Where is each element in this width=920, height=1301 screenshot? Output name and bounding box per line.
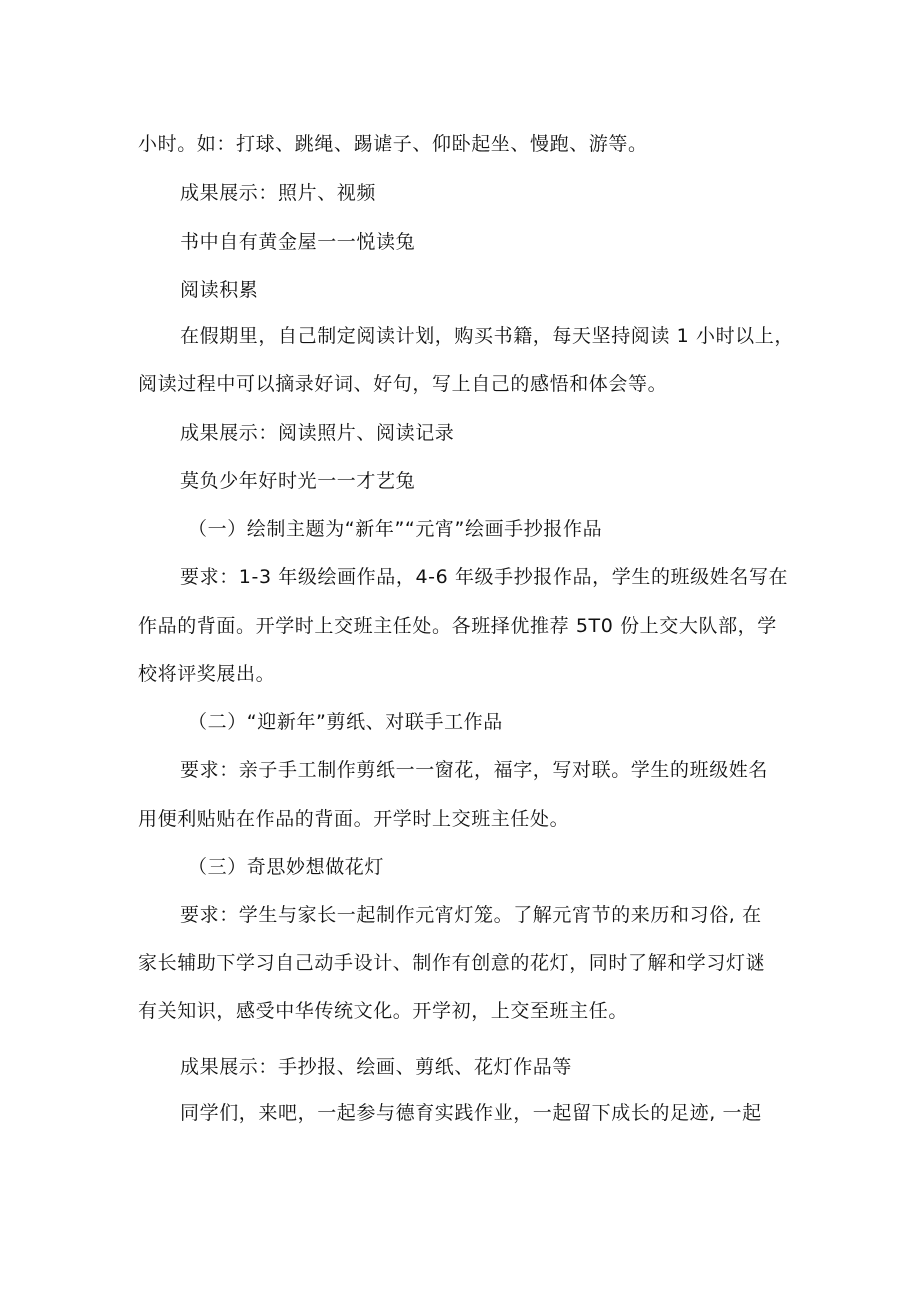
section-heading-arts: 莫负少年好时光一一才艺兔 <box>180 470 416 492</box>
text-line-2: 成果展示：照片、视频 <box>180 182 377 204</box>
text-line-12: 校将评奖展出。 <box>138 663 276 685</box>
text-line-6: 阅读过程中可以摘录好词、好句，写上自己的感悟和体会等。 <box>138 373 668 395</box>
text-line-10: 要求：1-3 年级绘画作品，4-6 年级手抄报作品，学生的班级姓名写在 <box>180 566 789 588</box>
text-line-7: 成果展示：阅读照片、阅读记录 <box>180 422 455 444</box>
text-line-14: 要求：亲子手工制作剪纸一一窗花，福字，写对联。学生的班级姓名 <box>180 759 769 781</box>
text-line-11: 作品的背面。开学时上交班主任处。各班择优推荐 5T0 份上交大队部，学 <box>138 615 777 637</box>
text-line-18: 家长辅助下学习自己动手设计、制作有创意的花灯，同时了解和学习灯谜 <box>138 952 766 974</box>
text-line-15: 用便利贴贴在作品的背面。开学时上交班主任处。 <box>138 808 570 830</box>
subheading-reading: 阅读积累 <box>180 279 259 301</box>
section-heading-reading: 书中自有黄金屋一一悦读兔 <box>180 231 416 253</box>
text-line-19: 有关知识，感受中华传统文化。开学初，上交至班主任。 <box>138 1000 629 1022</box>
text-line-20: 成果展示：手抄报、绘画、剪纸、花灯作品等 <box>180 1056 573 1078</box>
item-heading-1: （一）绘制主题为“新年”“元宵”绘画手抄报作品 <box>188 518 603 540</box>
text-line-1: 小时。如：打球、跳绳、踢谑子、仰卧起坐、慢跑、游等。 <box>138 133 648 155</box>
text-line-5: 在假期里，自己制定阅读计划，购买书籍，每天坚持阅读 1 小时以上， <box>180 325 794 347</box>
item-heading-3: （三）奇思妙想做花灯 <box>188 856 385 878</box>
item-heading-2: （二）“迎新年”剪纸、对联手工作品 <box>188 711 503 733</box>
text-line-17: 要求：学生与家长一起制作元宵灯笼。了解元宵节的来历和习俗, 在 <box>180 904 762 926</box>
text-line-21: 同学们，来吧，一起参与德育实践作业，一起留下成长的足迹, 一起 <box>180 1102 762 1124</box>
